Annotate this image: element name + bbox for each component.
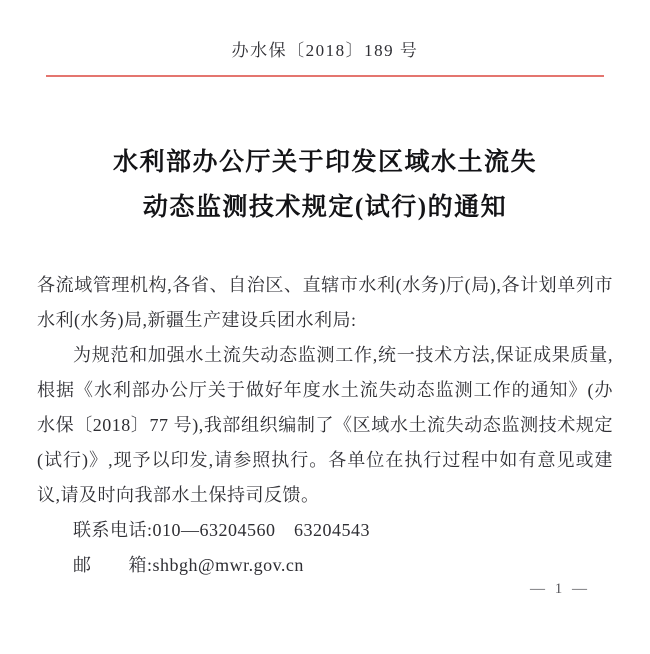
contact-email-line: 邮 箱:shbgh@mwr.gov.cn (73, 555, 304, 575)
document-body (37, 268, 613, 583)
document-title (0, 140, 650, 230)
document-title-line-1: 水利部办公厅关于印发区域水土流失 (112, 149, 537, 176)
page-number: — 1 — (530, 581, 590, 597)
main-paragraph: 为规范和加强水土流失动态监测工作,统一技术方法,保证成果质量,根据《水利部办公厅关于做好年度水土流失动态监测工作的通知》(办水保〔2018〕77 号),我部组织编制了《区域水土流失动态监测技术规定(试行)》,现予以印发,请参照执行。各单位在执行过程中如有意见或建议,请及时向我部水土保持司反馈。 (37, 345, 613, 505)
contact-phone-line: 联系电话:010—63204560 63204543 (73, 520, 371, 540)
document-number: 办水保〔2018〕189 号 (231, 41, 419, 60)
document-title-line-2: 动态监测技术规定(试行)的通知 (142, 194, 508, 221)
red-separator-line (46, 75, 604, 77)
recipients-line: 各流域管理机构,各省、自治区、直辖市水利(水务)厅(局),各计划单列市水利(水务)局,新疆生产建设兵团水利局: (37, 275, 613, 330)
